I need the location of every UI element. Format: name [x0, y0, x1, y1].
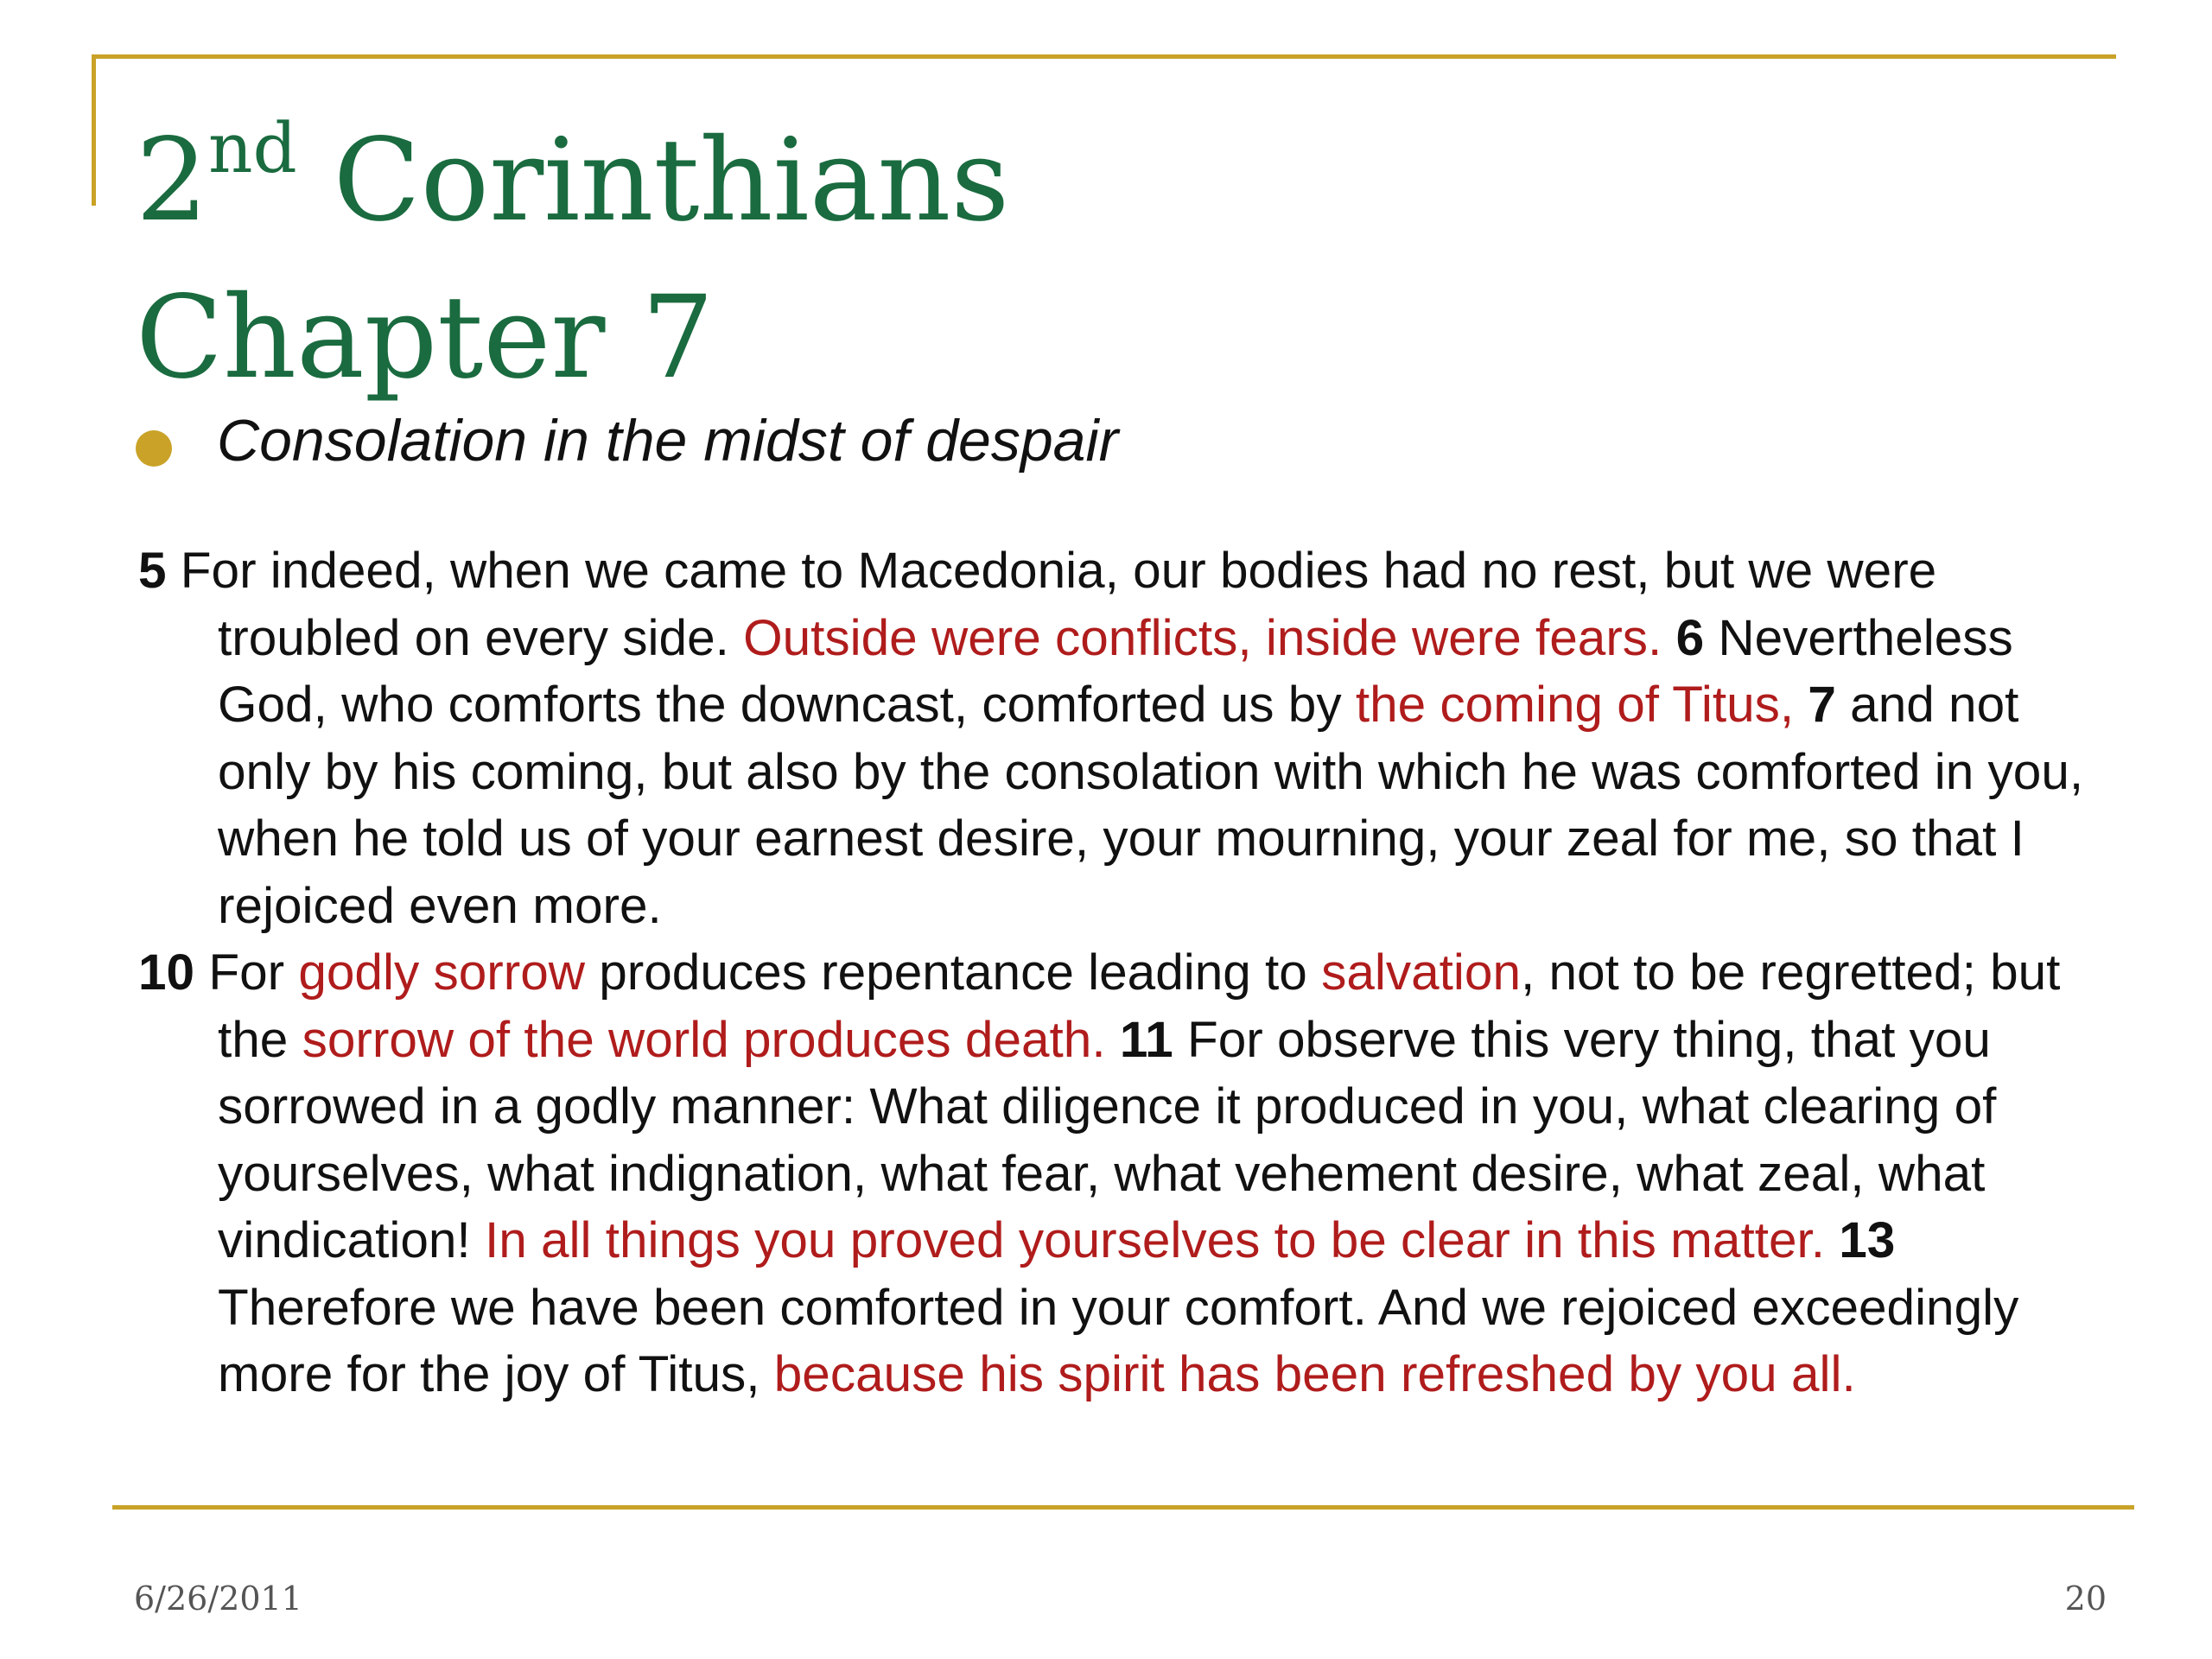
verse-text: Therefore we have been comforted in your comfort. And we rejoiced exceedingly more for the joy of Titus,	[218, 1279, 2019, 1402]
verse-number: 10	[138, 944, 195, 1001]
verse-text: , not to be regretted; but the	[218, 944, 2061, 1068]
left-rule	[92, 54, 96, 206]
bullet-item	[136, 406, 1118, 475]
top-rule	[92, 54, 2116, 59]
scripture-passage	[138, 537, 2117, 1408]
title-chapter: Chapter 7	[136, 271, 715, 404]
verse-text	[1794, 677, 1808, 733]
bullet-dot-icon	[136, 430, 172, 467]
verse-text	[1662, 610, 1675, 666]
verse-text: and not only by his coming, but also by the consolation with which he was comforted in you, when he told us of your earnest desire, your mourning, your zeal for me, so that I rejoiced even more.	[218, 677, 2084, 934]
verse-number: 11	[1119, 1011, 1173, 1068]
highlighted-text: sorrow of the world produces death.	[302, 1011, 1106, 1068]
verse-number: 6	[1675, 609, 1705, 666]
highlighted-text: In all things you proved yourselves to be clear in this matter.	[484, 1212, 1825, 1268]
highlighted-text: because his spirit has been refreshed by you all.	[773, 1346, 1856, 1402]
verse-paragraph	[138, 537, 2117, 939]
title-ordinal-suffix: nd	[207, 108, 297, 188]
verse-number: 13	[1839, 1212, 1896, 1268]
highlighted-text: Outside were conflicts, inside were fears.	[743, 609, 1662, 666]
bullet-text: Consolation in the midst of despair	[217, 408, 1119, 474]
highlighted-text: godly sorrow	[298, 944, 585, 1001]
verse-text	[1825, 1212, 1839, 1268]
verse-number: 5	[138, 543, 167, 599]
highlighted-text: salvation	[1321, 944, 1521, 1001]
verse-text: Nevertheless God, who comforts the downcast, comforted us by	[218, 609, 2013, 733]
footer-page-number: 20	[2064, 1580, 2107, 1618]
verse-paragraph	[138, 939, 2117, 1408]
title-book: Corinthians	[296, 114, 1010, 247]
footer-date: 6/26/2011	[134, 1580, 302, 1618]
verse-text	[1106, 1012, 1120, 1068]
bottom-rule	[112, 1505, 2134, 1510]
verse-text: For	[194, 944, 299, 1001]
verse-text: For indeed, when we came to Macedonia, our bodies had no rest, but we were troubled on every side.	[166, 543, 1937, 666]
verse-text: produces repentance leading to	[584, 944, 1322, 1001]
verse-number: 7	[1808, 677, 1836, 733]
title-number: 2	[136, 114, 208, 247]
highlighted-text: the coming of Titus,	[1355, 677, 1795, 733]
slide-title	[136, 102, 1009, 416]
title-book-line	[136, 102, 1009, 259]
verse-text: For observe this very thing, that you sorrowed in a godly manner: What diligence it produced in you, what clearing of yourselves, what indignation, what fear, what vehement desire, what zeal, what vindication!	[218, 1011, 1997, 1268]
